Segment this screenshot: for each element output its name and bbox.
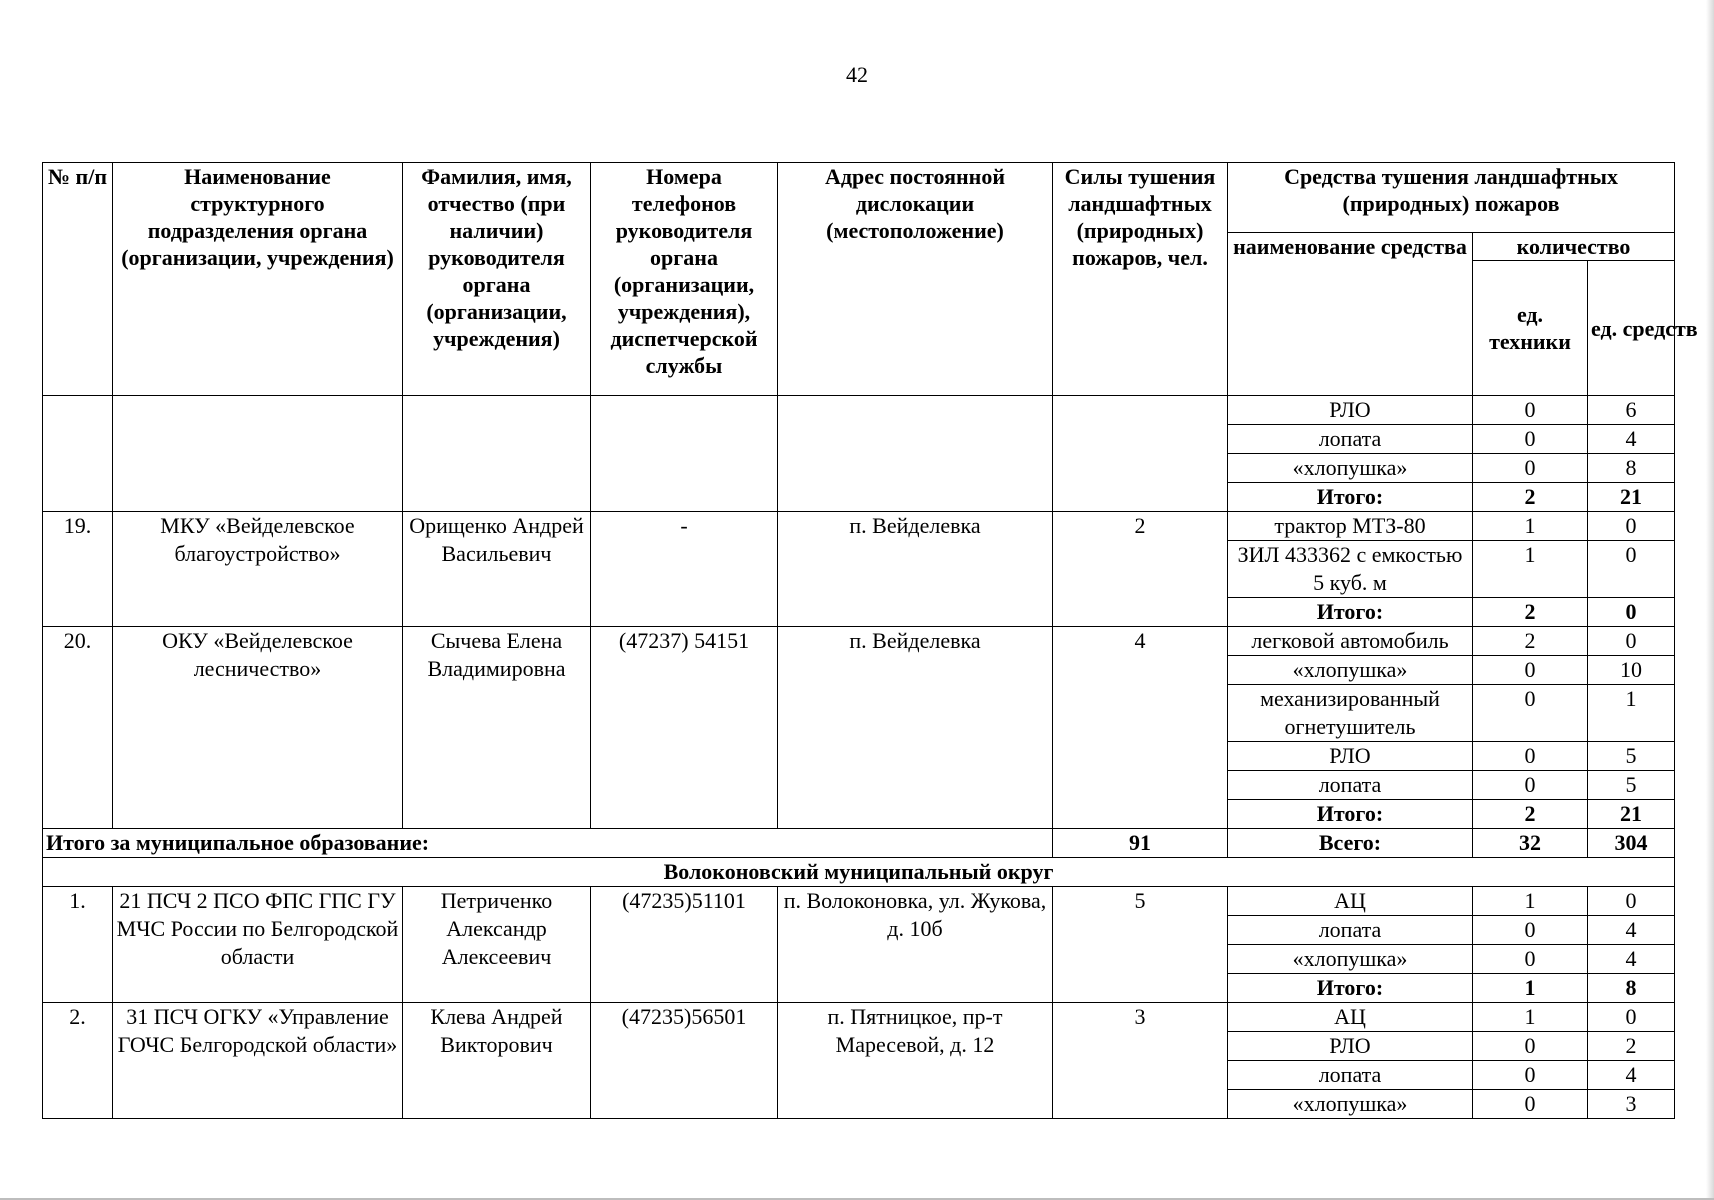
means-count-cell: 4 xyxy=(1588,1061,1675,1090)
header-forces: Силы тушения ландшафтных (природных) пожаров, чел. xyxy=(1053,163,1228,396)
means-name-cell: «хлопушка» xyxy=(1228,454,1473,483)
forces-cell xyxy=(1053,396,1228,512)
num-cell xyxy=(43,396,113,512)
tech-count-cell: 0 xyxy=(1473,454,1588,483)
means-count-cell: 21 xyxy=(1588,800,1675,829)
means-name-cell: лопата xyxy=(1228,771,1473,800)
tech-count-cell: 1 xyxy=(1473,1003,1588,1032)
forces-cell: 4 xyxy=(1053,627,1228,829)
means-count-cell: 0 xyxy=(1588,887,1675,916)
phone-cell: (47237) 54151 xyxy=(591,627,778,829)
tech-count-cell: 1 xyxy=(1473,974,1588,1003)
means-name-cell: «хлопушка» xyxy=(1228,1090,1473,1119)
num-cell: 19. xyxy=(43,512,113,627)
header-num: № п/п xyxy=(43,163,113,396)
means-count-cell: 0 xyxy=(1588,1003,1675,1032)
tech-count-cell: 1 xyxy=(1473,512,1588,541)
means-name-cell: Итого: xyxy=(1228,800,1473,829)
means-name-cell: лопата xyxy=(1228,1061,1473,1090)
header-quantity: количество xyxy=(1473,233,1675,261)
means-count-cell: 6 xyxy=(1588,396,1675,425)
means-count-cell: 8 xyxy=(1588,454,1675,483)
table-row xyxy=(43,396,1675,425)
tech-count-cell: 0 xyxy=(1473,425,1588,454)
means-name-cell: «хлопушка» xyxy=(1228,656,1473,685)
forces-cell: 2 xyxy=(1053,512,1228,627)
table-row xyxy=(43,887,1675,916)
name-cell: МКУ «Вейделевское благоустройство» xyxy=(113,512,403,627)
address-cell: п. Пятницкое, пр-т Маресевой, д. 12 xyxy=(778,1003,1053,1119)
phone-cell xyxy=(591,396,778,512)
means-name-cell: РЛО xyxy=(1228,1032,1473,1061)
name-cell: 31 ПСЧ ОГКУ «Управление ГОЧС Белгородской области» xyxy=(113,1003,403,1119)
means-name-cell: механизированный огнетушитель xyxy=(1228,685,1473,742)
head-cell: Орищенко Андрей Васильевич xyxy=(403,512,591,627)
header-units-tech: ед. техники xyxy=(1473,261,1588,396)
means-name-cell: лопата xyxy=(1228,916,1473,945)
forces-cell: 3 xyxy=(1053,1003,1228,1119)
means-name-cell: ЗИЛ 433362 с емкостью 5 куб. м xyxy=(1228,541,1473,598)
tech-count-cell: 1 xyxy=(1473,541,1588,598)
municipal-total-tech: 32 xyxy=(1473,829,1588,858)
means-name-cell: Итого: xyxy=(1228,974,1473,1003)
head-cell: Петриченко Александр Алексеевич xyxy=(403,887,591,1003)
means-name-cell: легковой автомобиль xyxy=(1228,627,1473,656)
head-cell: Клева Андрей Викторович xyxy=(403,1003,591,1119)
name-cell: ОКУ «Вейделевское лесничество» xyxy=(113,627,403,829)
means-count-cell: 5 xyxy=(1588,742,1675,771)
tech-count-cell: 2 xyxy=(1473,800,1588,829)
means-count-cell: 4 xyxy=(1588,425,1675,454)
means-count-cell: 0 xyxy=(1588,541,1675,598)
means-name-cell: АЦ xyxy=(1228,1003,1473,1032)
municipal-total-row xyxy=(43,829,1675,858)
means-name-cell: лопата xyxy=(1228,425,1473,454)
tech-count-cell: 1 xyxy=(1473,887,1588,916)
table-row xyxy=(43,1003,1675,1032)
phone-cell: (47235)51101 xyxy=(591,887,778,1003)
means-count-cell: 4 xyxy=(1588,945,1675,974)
address-cell: п. Вейделевка xyxy=(778,627,1053,829)
phone-cell: (47235)56501 xyxy=(591,1003,778,1119)
tech-count-cell: 2 xyxy=(1473,598,1588,627)
address-cell xyxy=(778,396,1053,512)
means-count-cell: 0 xyxy=(1588,512,1675,541)
municipal-total-means: 304 xyxy=(1588,829,1675,858)
head-cell xyxy=(403,396,591,512)
header-head: Фамилия, имя, отчество (при наличии) руководителя органа (организации, учреждения) xyxy=(403,163,591,396)
header-phones: Номера телефонов руководителя органа (организации, учреждения), диспетчерской службы xyxy=(591,163,778,396)
tech-count-cell: 0 xyxy=(1473,1061,1588,1090)
tech-count-cell: 0 xyxy=(1473,771,1588,800)
table-row xyxy=(43,627,1675,656)
means-count-cell: 2 xyxy=(1588,1032,1675,1061)
address-cell: п. Вейделевка xyxy=(778,512,1053,627)
header-means: Средства тушения ландшафтных (природных) пожаров xyxy=(1228,163,1675,233)
means-count-cell: 0 xyxy=(1588,627,1675,656)
header-means-name: наименование средства xyxy=(1228,233,1473,396)
means-count-cell: 10 xyxy=(1588,656,1675,685)
means-name-cell: Итого: xyxy=(1228,598,1473,627)
district-heading: Волоконовский муниципальный округ xyxy=(43,858,1675,887)
tech-count-cell: 0 xyxy=(1473,945,1588,974)
num-cell: 20. xyxy=(43,627,113,829)
means-name-cell: Итого: xyxy=(1228,483,1473,512)
district-row xyxy=(43,858,1675,887)
header-name: Наименование структурного подразделения органа (организации, учреждения) xyxy=(113,163,403,396)
municipal-total-label: Итого за муниципальное образование: xyxy=(43,829,1053,858)
tech-count-cell: 0 xyxy=(1473,396,1588,425)
tech-count-cell: 2 xyxy=(1473,483,1588,512)
means-count-cell: 5 xyxy=(1588,771,1675,800)
municipal-total-label2: Всего: xyxy=(1228,829,1473,858)
address-cell: п. Волоконовка, ул. Жукова, д. 10б xyxy=(778,887,1053,1003)
means-count-cell: 8 xyxy=(1588,974,1675,1003)
header-units-means: ед. средств xyxy=(1588,261,1675,396)
tech-count-cell: 0 xyxy=(1473,1090,1588,1119)
forces-table xyxy=(42,162,1698,1119)
means-count-cell: 21 xyxy=(1588,483,1675,512)
table-row xyxy=(43,512,1675,541)
means-name-cell: АЦ xyxy=(1228,887,1473,916)
municipal-total-forces: 91 xyxy=(1053,829,1228,858)
means-count-cell: 4 xyxy=(1588,916,1675,945)
means-name-cell: РЛО xyxy=(1228,396,1473,425)
num-cell: 2. xyxy=(43,1003,113,1119)
scan-edge xyxy=(1706,0,1714,1200)
page-number: 42 xyxy=(846,62,868,87)
means-count-cell: 1 xyxy=(1588,685,1675,742)
tech-count-cell: 0 xyxy=(1473,742,1588,771)
tech-count-cell: 0 xyxy=(1473,656,1588,685)
num-cell: 1. xyxy=(43,887,113,1003)
tech-count-cell: 0 xyxy=(1473,916,1588,945)
tech-count-cell: 2 xyxy=(1473,627,1588,656)
head-cell: Сычева Елена Владимировна xyxy=(403,627,591,829)
means-name-cell: «хлопушка» xyxy=(1228,945,1473,974)
tech-count-cell: 0 xyxy=(1473,685,1588,742)
forces-cell: 5 xyxy=(1053,887,1228,1003)
header-address: Адрес постоянной дислокации (местоположение) xyxy=(778,163,1053,396)
means-count-cell: 3 xyxy=(1588,1090,1675,1119)
means-name-cell: трактор МТЗ-80 xyxy=(1228,512,1473,541)
name-cell xyxy=(113,396,403,512)
means-name-cell: РЛО xyxy=(1228,742,1473,771)
tech-count-cell: 0 xyxy=(1473,1032,1588,1061)
name-cell: 21 ПСЧ 2 ПСО ФПС ГПС ГУ МЧС России по Белгородской области xyxy=(113,887,403,1003)
phone-cell: - xyxy=(591,512,778,627)
means-count-cell: 0 xyxy=(1588,598,1675,627)
